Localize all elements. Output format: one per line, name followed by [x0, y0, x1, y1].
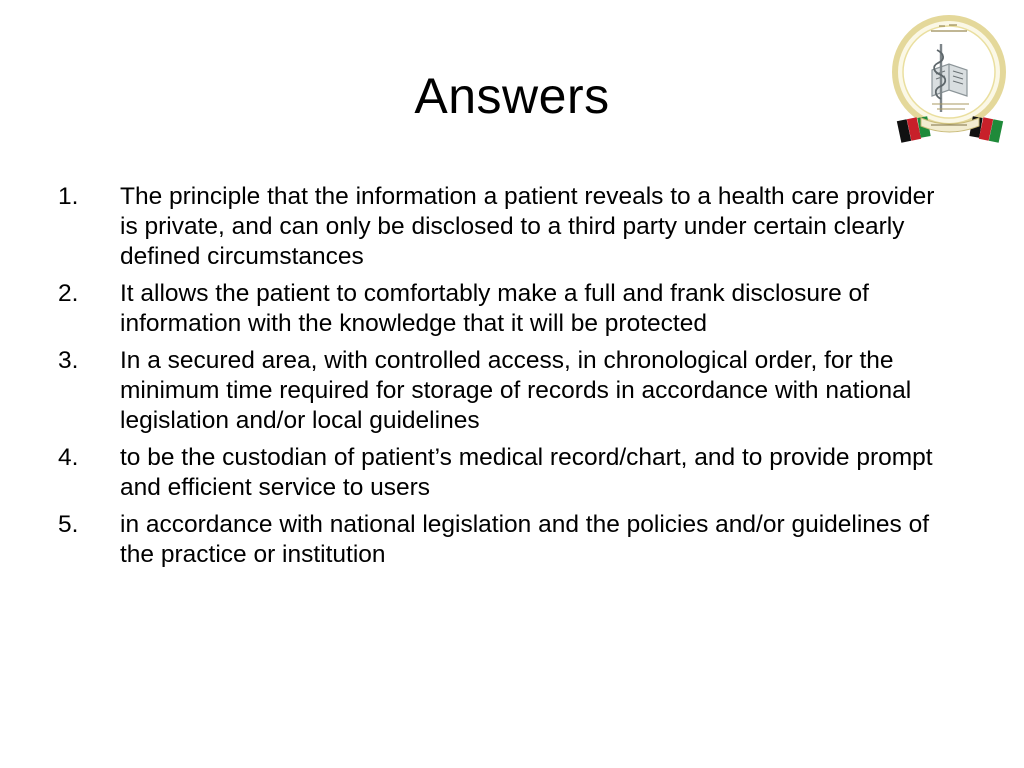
list-item	[58, 182, 958, 272]
list-item-number: 5.	[58, 511, 79, 538]
list-item	[58, 510, 958, 570]
list-item-text: The principle that the information a patient reveals to a health care provider is private, and can only be disclosed to a third party under certain clearly defined circumstances	[120, 183, 935, 270]
list-item-text: It allows the patient to comfortably make a full and frank disclosure of information with the knowledge that it will be protected	[120, 280, 869, 337]
list-item-text: in accordance with national legislation and the policies and/or guidelines of the practice or institution	[120, 511, 930, 568]
list-item-number: 4.	[58, 444, 79, 471]
list-item-number: 3.	[58, 347, 79, 374]
list-item-text: In a secured area, with controlled access, in chronological order, for the minimum time required for storage of records in accordance with national legislation and/or local guidelines	[120, 347, 912, 434]
list-item-text: to be the custodian of patient’s medical record/chart, and to provide prompt and efficient service to users	[120, 444, 933, 501]
list-item	[58, 346, 958, 436]
list-item	[58, 279, 958, 339]
list-item	[58, 443, 958, 503]
medical-university-seal-icon	[887, 14, 1013, 146]
answers-list	[58, 182, 958, 577]
list-item-number: 1.	[58, 183, 79, 210]
university-logo	[887, 14, 1013, 146]
slide-title: Answers	[414, 68, 610, 124]
list-item-number: 2.	[58, 280, 79, 307]
